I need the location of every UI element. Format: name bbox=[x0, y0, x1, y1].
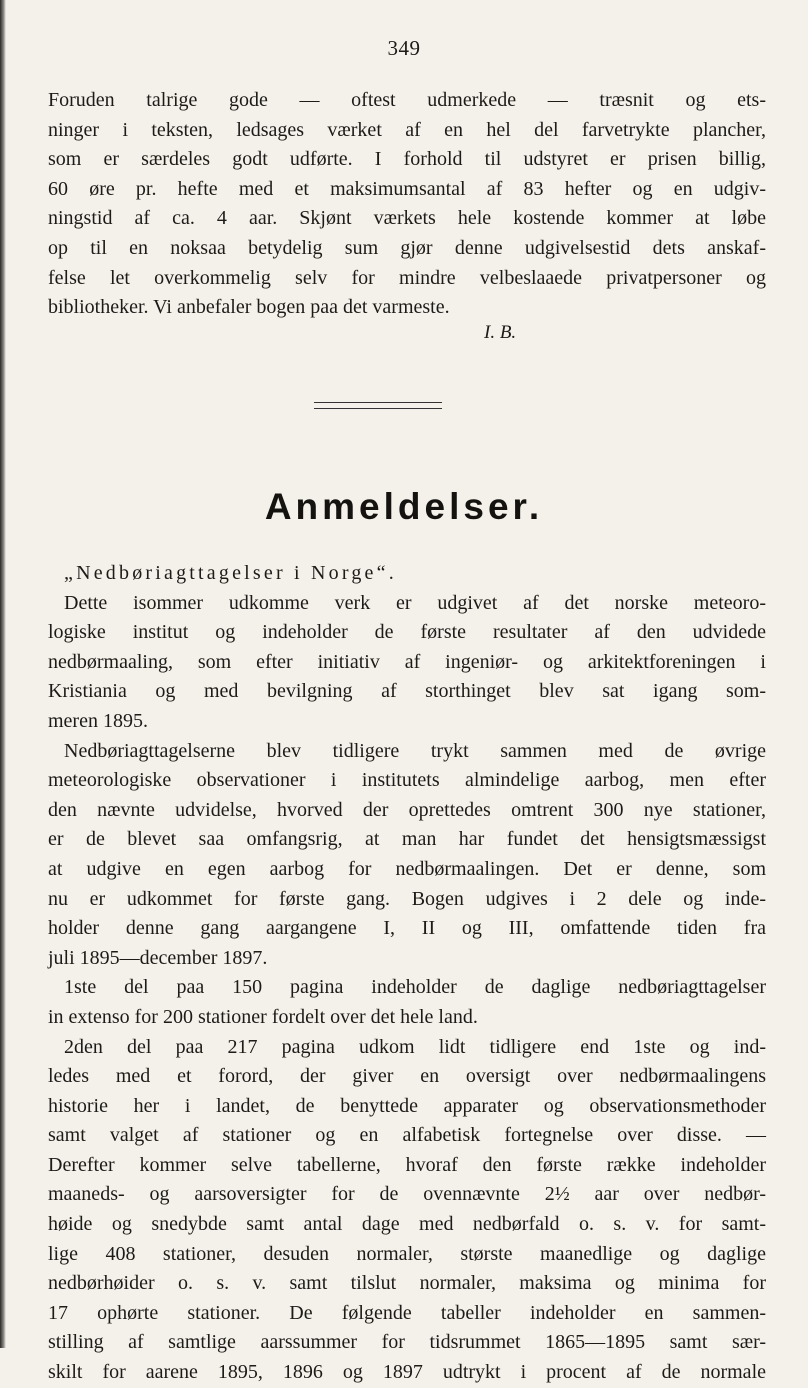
text-line: in extenso for 200 stationer fordelt over det hele land. bbox=[48, 1005, 478, 1028]
text-line: historie her i landet, de benyttede apparater og observationsmethoder bbox=[48, 1094, 766, 1117]
page-number: 349 bbox=[387, 36, 421, 60]
text-line: juli 1895—december 1897. bbox=[48, 946, 268, 969]
text-line: Kristiania og med bevilgning af storthinget blev sat igang som- bbox=[48, 680, 766, 703]
text-line: nu er udkommet for første gang. Bogen udgives i 2 dele og inde- bbox=[48, 887, 766, 910]
text-line: ninger i teksten, ledsages værket af en hel del farvetrykte plancher, bbox=[48, 118, 766, 141]
author-signature: I. B. bbox=[484, 322, 517, 343]
text-line: bibliotheker. Vi anbefaler bogen paa det varmeste. bbox=[48, 296, 450, 319]
text-line: nedbørmaaling, som efter initiativ af ingeniør- og arkitektforeningen i bbox=[48, 650, 766, 673]
text-line: den nævnte udvidelse, hvorved der oprettedes omtrent 300 nye stationer, bbox=[48, 798, 766, 821]
text-line: 17 ophørte stationer. De følgende tabeller indeholder en sammen- bbox=[48, 1301, 766, 1324]
text-line: op til en noksaa betydelig sum gjør denne udgivelsestid dets anskaf- bbox=[48, 236, 766, 259]
text-line: ningstid af ca. 4 aar. Skjønt værkets hele kostende kommer at løbe bbox=[48, 207, 766, 230]
text-line: holder denne gang aargangene I, II og III, omfattende tiden fra bbox=[48, 917, 766, 940]
text-line: Nedbøriagttagelserne blev tidligere trykt sammen med de øvrige bbox=[64, 739, 766, 762]
review-body bbox=[48, 559, 766, 1388]
review-title: „Nedbøriagttagelser i Norge“. bbox=[64, 562, 397, 584]
text-line: stilling af samtlige aarssummer for tidsrummet 1865—1895 samt sær- bbox=[48, 1331, 766, 1354]
text-line: som er særdeles godt udførte. I forhold til udstyret er prisen billig, bbox=[48, 148, 766, 171]
text-line: Derefter kommer selve tabellerne, hvoraf den første række indeholder bbox=[48, 1153, 766, 1176]
text-line: meteorologiske observationer i institutets almindelige aarbog, men efter bbox=[48, 769, 766, 792]
text-line: 2den del paa 217 pagina udkom lidt tidligere end 1ste og ind- bbox=[64, 1035, 766, 1058]
text-line: maaneds- og aarsoversigter for de ovennævnte 2½ aar over nedbør- bbox=[48, 1183, 766, 1206]
text-line: felse let overkommelig selv for mindre velbeslaaede privatpersoner og bbox=[48, 266, 766, 289]
text-line: meren 1895. bbox=[48, 709, 148, 732]
text-line: ledes med et forord, der giver en oversigt over nedbørmaalingens bbox=[48, 1065, 766, 1088]
text-line: nedbørhøider o. s. v. samt tilslut normaler, maksima og minima for bbox=[48, 1272, 766, 1295]
text-line: samt valget af stationer og en alfabetisk fortegnelse over disse. — bbox=[48, 1124, 766, 1147]
text-line: logiske institut og indeholder de første resultater af den udvidede bbox=[48, 621, 766, 644]
text-line: 1ste del paa 150 pagina indeholder de daglige nedbøriagttagelser bbox=[64, 976, 766, 999]
text-line: lige 408 stationer, desuden normaler, største maanedlige og daglige bbox=[48, 1242, 766, 1265]
text-line: Foruden talrige gode — oftest udmerkede — træsnit og ets- bbox=[48, 89, 766, 111]
text-line: at udgive en egen aarbog for nedbørmaalingen. Det er denne, som bbox=[48, 857, 766, 880]
text-line: Dette isommer udkomme verk er udgivet af det norske meteoro- bbox=[64, 591, 766, 614]
section-heading: Anmeldelser. bbox=[264, 486, 544, 527]
section-divider bbox=[314, 402, 442, 409]
review-tail-paragraph bbox=[48, 86, 766, 323]
text-line: høide og snedybde samt antal dage med nedbørfald o. s. v. for samt- bbox=[48, 1213, 766, 1236]
page-left-edge-shadow bbox=[0, 0, 6, 1348]
text-line: er de blevet saa omfangsrig, at man har fundet det hensigtsmæssigst bbox=[48, 828, 766, 851]
text-line: 60 øre pr. hefte med et maksimumsantal af 83 hefter og en udgiv- bbox=[48, 177, 766, 200]
text-line: skilt for aarene 1895, 1896 og 1897 udtrykt i procent af de normale bbox=[48, 1361, 766, 1384]
